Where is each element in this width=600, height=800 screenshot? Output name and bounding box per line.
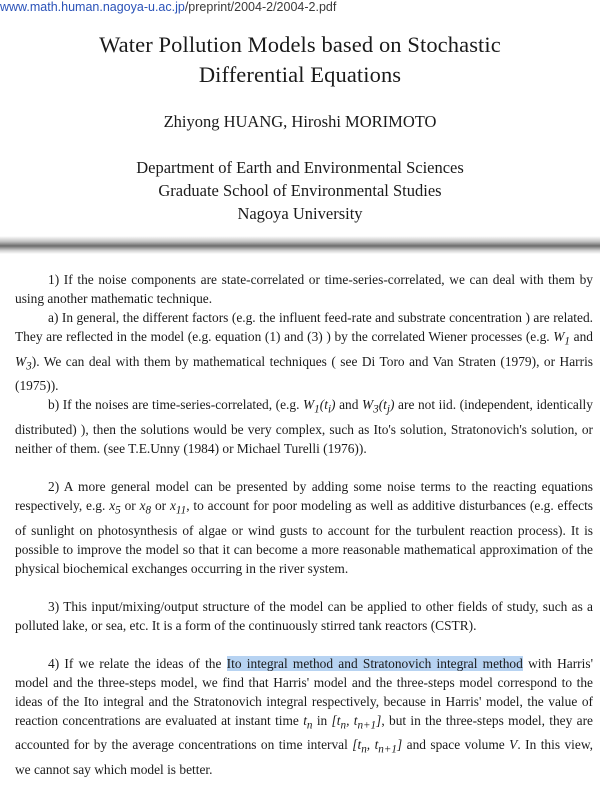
page-separator [0, 236, 600, 254]
paragraph-2: 2) A more general model can be presented by adding some noise terms to the reacting equations respectively, e.g. $x_5$ or $x_8$ or $x_{11}$, to account for poor modeling as well as additive disturbances (e.g. effects of sunlight on photosynthesis of algae or wind gusts to account for the turbulent reaction process). It is possible to improve the model so that it can become a more reasonable mathematical approximation of the physical biochemical exchanges occurring in the river system. [15, 479, 593, 576]
paragraph-1a: a) In general, the different factors (e.g. the influent feed-rate and substrate concentration ) are related. They are reflected in the model (e.g. equation (1) and (3) ) by the correlated Wiener processes (e.g. $W_1$ and $W_3$). We can deal with them by mathematical techniques ( see Di Toro and Van Straten (1979), or Harris (1975)). [15, 310, 593, 394]
x8-symbol: $x_8$ [139, 498, 152, 517]
paper-affiliation [0, 156, 600, 225]
paragraph-4: 4) If we relate the ideas of the Ito integral method and Stratonovich integral method with Harris' model and the three-steps model, we find that Harris' model and the three-steps model correspond to the ideas of the Ito integral and the Stratonovich integral respectively, because in Harris' model, the value of reaction concentrations are evaluated at instant time $t_n$ in [$t_n$, $t_{n+1}$], but in the three-steps model, they are accounted for by the average concentrations on time interval [$t_n$, $t_{n+1}$] and space volume V. In this view, we cannot say which model is better. [15, 655, 593, 778]
page-url[interactable] [0, 0, 336, 14]
affiliation-line-2: Graduate School of Environmental Studies [158, 181, 442, 200]
highlighted-text[interactable]: Ito integral method and Stratonovich integral method [226, 655, 523, 671]
interval-1: [$t_n$, $t_{n+1}$] [331, 712, 382, 732]
tn-symbol: $t_n$ [303, 712, 313, 732]
url-domain[interactable]: www.math.human.nagoya-u.ac.jp [0, 0, 185, 14]
paper-authors: Zhiyong HUANG, Hiroshi MORIMOTO [163, 112, 437, 131]
w3-symbol: $W_3$ [15, 353, 32, 373]
paragraph-1b: b) If the noises are time-series-correlated, (e.g. $W_1(t_i)$ and $W_3(t_j)$ are not iid. (independent, identically distributed) ), then the solutions would be very complex, such as Ito's solution, Stratonovich's solution, or neither of them. (see T.E.Unny (1984) or Michael Turelli (1976)). [15, 397, 593, 457]
affiliation-line-3: Nagoya University [237, 204, 363, 223]
x5-symbol: $x_5$ [109, 498, 121, 517]
paper-title [0, 30, 600, 90]
url-path[interactable]: /preprint/2004-2/2004-2.pdf [184, 0, 337, 14]
v-symbol: V [509, 737, 518, 753]
w1-ti-symbol: $W_1(t_i)$ [303, 397, 336, 417]
title-block [0, 30, 600, 225]
affiliation-line-1: Department of Earth and Environmental Sciences [136, 158, 464, 177]
title-line-2: Differential Equations [198, 62, 402, 87]
paragraph-1: 1) If the noise components are state-correlated or time-series-correlated, we can deal with them by using another mathematic technique. [15, 272, 593, 306]
paper-body [15, 270, 593, 779]
w3-tj-symbol: $W_3(t_j)$ [361, 397, 395, 417]
paragraph-3: 3) This input/mixing/output structure of the model can be applied to other fields of study, such as a polluted lake, or sea, etc. It is a form of the continuously stirred tank reactors (CSTR). [15, 598, 593, 633]
interval-2: [$t_n$, $t_{n+1}$] [352, 737, 403, 757]
w1-symbol: $W_1$ [553, 329, 570, 348]
x11-symbol: $x_{11}$ [169, 498, 187, 517]
title-line-1: Water Pollution Models based on Stochastic [99, 32, 501, 57]
